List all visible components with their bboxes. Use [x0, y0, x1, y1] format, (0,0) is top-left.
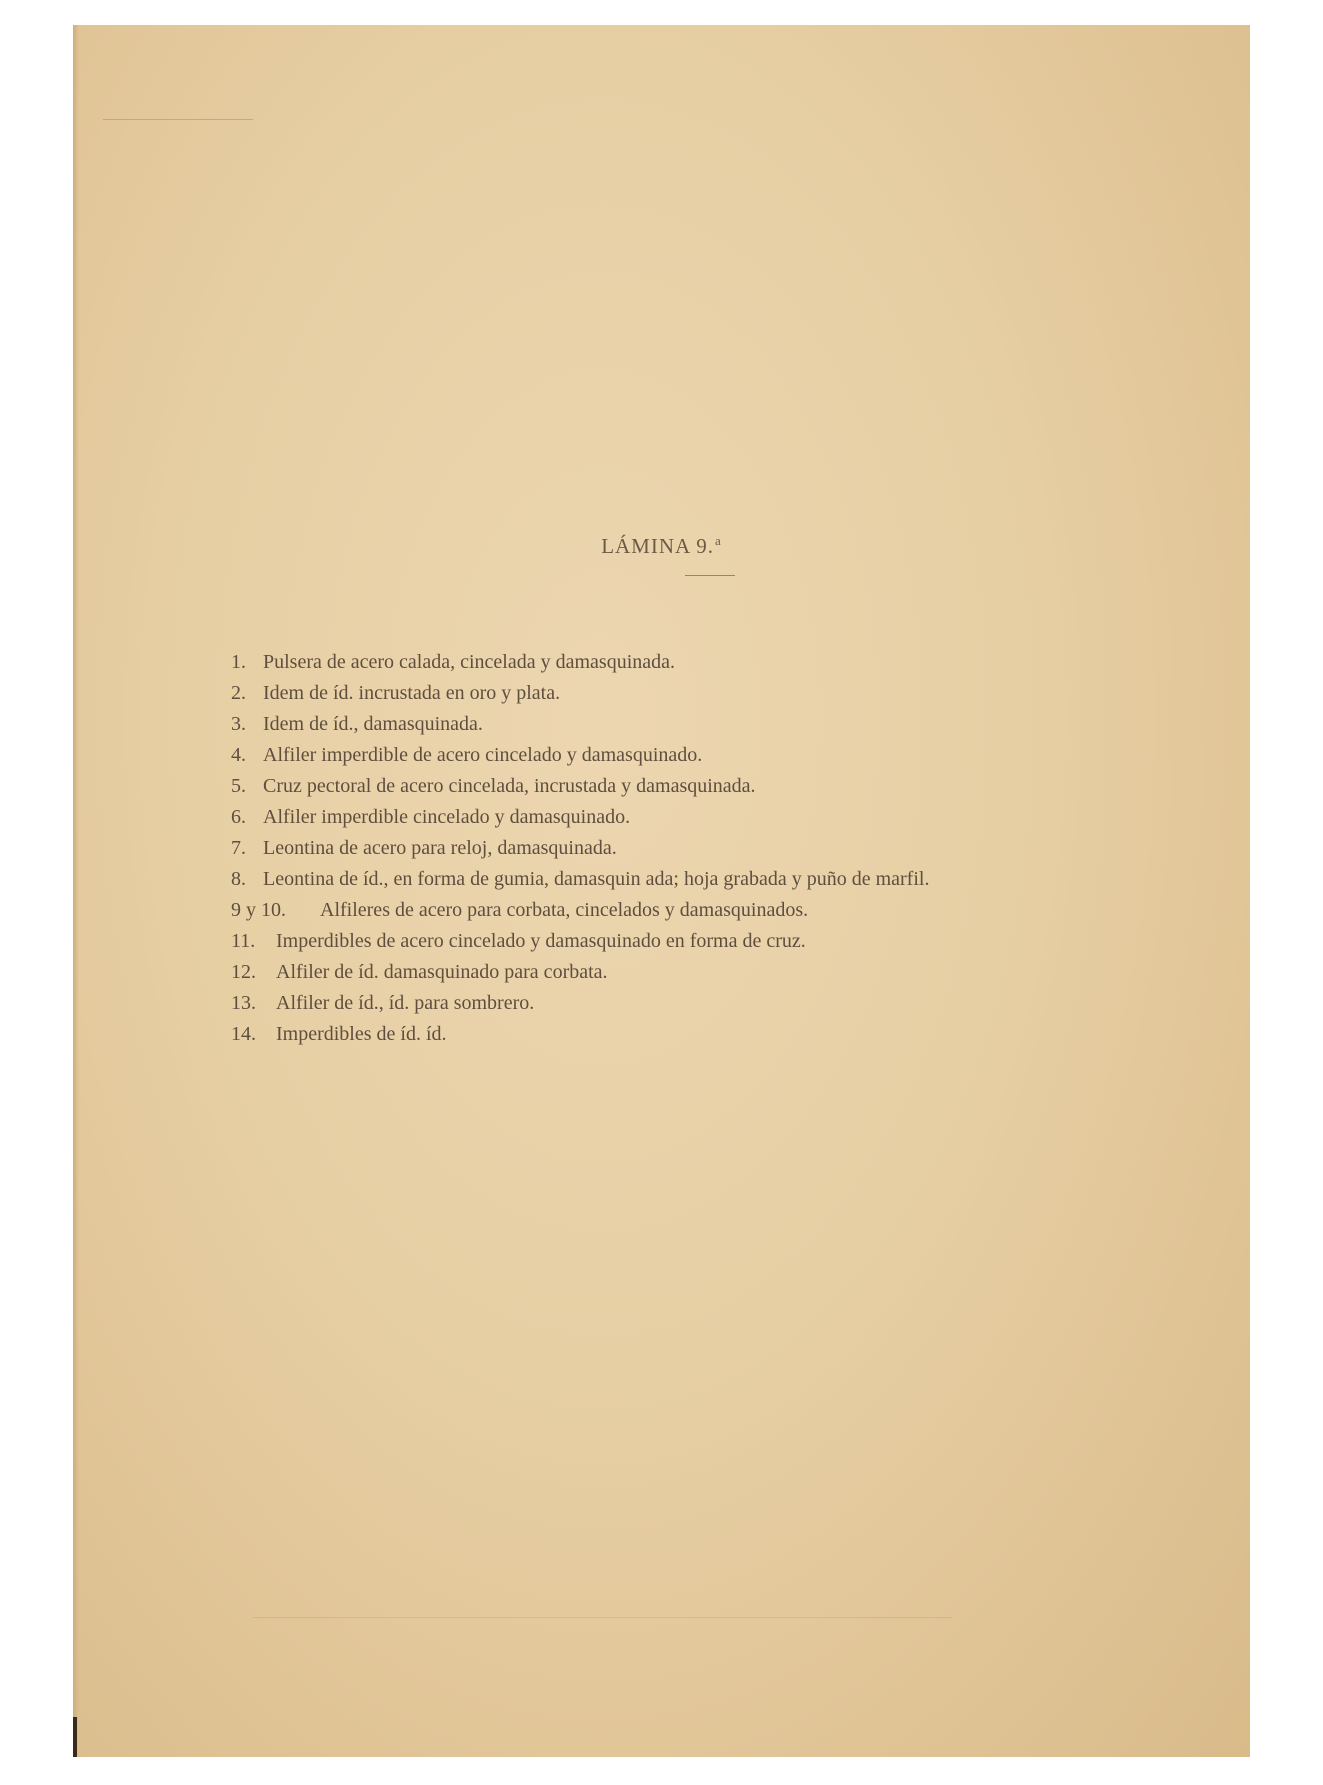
- entry-text: Leontina de íd., en forma de gumia, damasquin ada; hoja grabada y puño de marfil.: [263, 868, 930, 890]
- legend-entry: [231, 771, 929, 802]
- legend-entry: [231, 864, 929, 895]
- entry-number: 2.: [231, 682, 246, 704]
- entry-text: Idem de íd., damasquinada.: [263, 713, 483, 735]
- paper-crease: [103, 119, 253, 120]
- entry-number: 14.: [231, 1023, 256, 1045]
- entry-number: 6.: [231, 806, 246, 828]
- heading-rule: [685, 575, 735, 576]
- legend-entry: [231, 709, 929, 740]
- entry-number: 12.: [231, 961, 256, 983]
- entry-text: Imperdibles de acero cincelado y damasquinado en forma de cruz.: [276, 930, 806, 952]
- legend-entry: [231, 957, 929, 988]
- scanned-page: [73, 25, 1250, 1757]
- legend-entry: [231, 740, 929, 771]
- entry-number: 7.: [231, 837, 246, 859]
- entry-number: 9 y 10.: [231, 899, 286, 921]
- entry-text: Idem de íd. incrustada en oro y plata.: [263, 682, 561, 704]
- entry-text: Alfileres de acero para corbata, cincelados y damasquinados.: [320, 899, 809, 921]
- binding-edge-mark: [73, 1717, 77, 1757]
- entry-text: Alfiler imperdible cincelado y damasquinado.: [263, 806, 631, 828]
- entry-number: 8.: [231, 868, 246, 890]
- legend-entry: [231, 1019, 929, 1050]
- entry-text: Leontina de acero para reloj, damasquinada.: [263, 837, 617, 859]
- legend-entry: [231, 802, 929, 833]
- legend-entry: [231, 895, 929, 926]
- entry-number: 1.: [231, 651, 246, 673]
- entry-text: Pulsera de acero calada, cincelada y damasquinada.: [263, 651, 676, 673]
- plate-heading: [73, 533, 1250, 559]
- entry-number: 3.: [231, 713, 246, 735]
- plate-title: LÁMINA 9.: [601, 534, 715, 558]
- legend-entry: [231, 926, 929, 957]
- paper-crease: [253, 1617, 953, 1618]
- entry-text: Alfiler de íd., íd. para sombrero.: [276, 992, 535, 1014]
- entry-text: Imperdibles de íd. íd.: [276, 1023, 447, 1045]
- entry-number: 5.: [231, 775, 246, 797]
- entry-number: 13.: [231, 992, 256, 1014]
- plate-legend-list: [231, 647, 929, 1050]
- legend-entry: [231, 678, 929, 709]
- legend-entry: [231, 988, 929, 1019]
- entry-text: Alfiler de íd. damasquinado para corbata.: [276, 961, 608, 983]
- plate-title-suffix: a: [715, 533, 722, 548]
- legend-entry: [231, 833, 929, 864]
- entry-text: Alfiler imperdible de acero cincelado y damasquinado.: [263, 744, 703, 766]
- entry-number: 11.: [231, 930, 256, 952]
- entry-text: Cruz pectoral de acero cincelada, incrustada y damasquinada.: [263, 775, 756, 797]
- legend-entry: [231, 647, 929, 678]
- entry-number: 4.: [231, 744, 246, 766]
